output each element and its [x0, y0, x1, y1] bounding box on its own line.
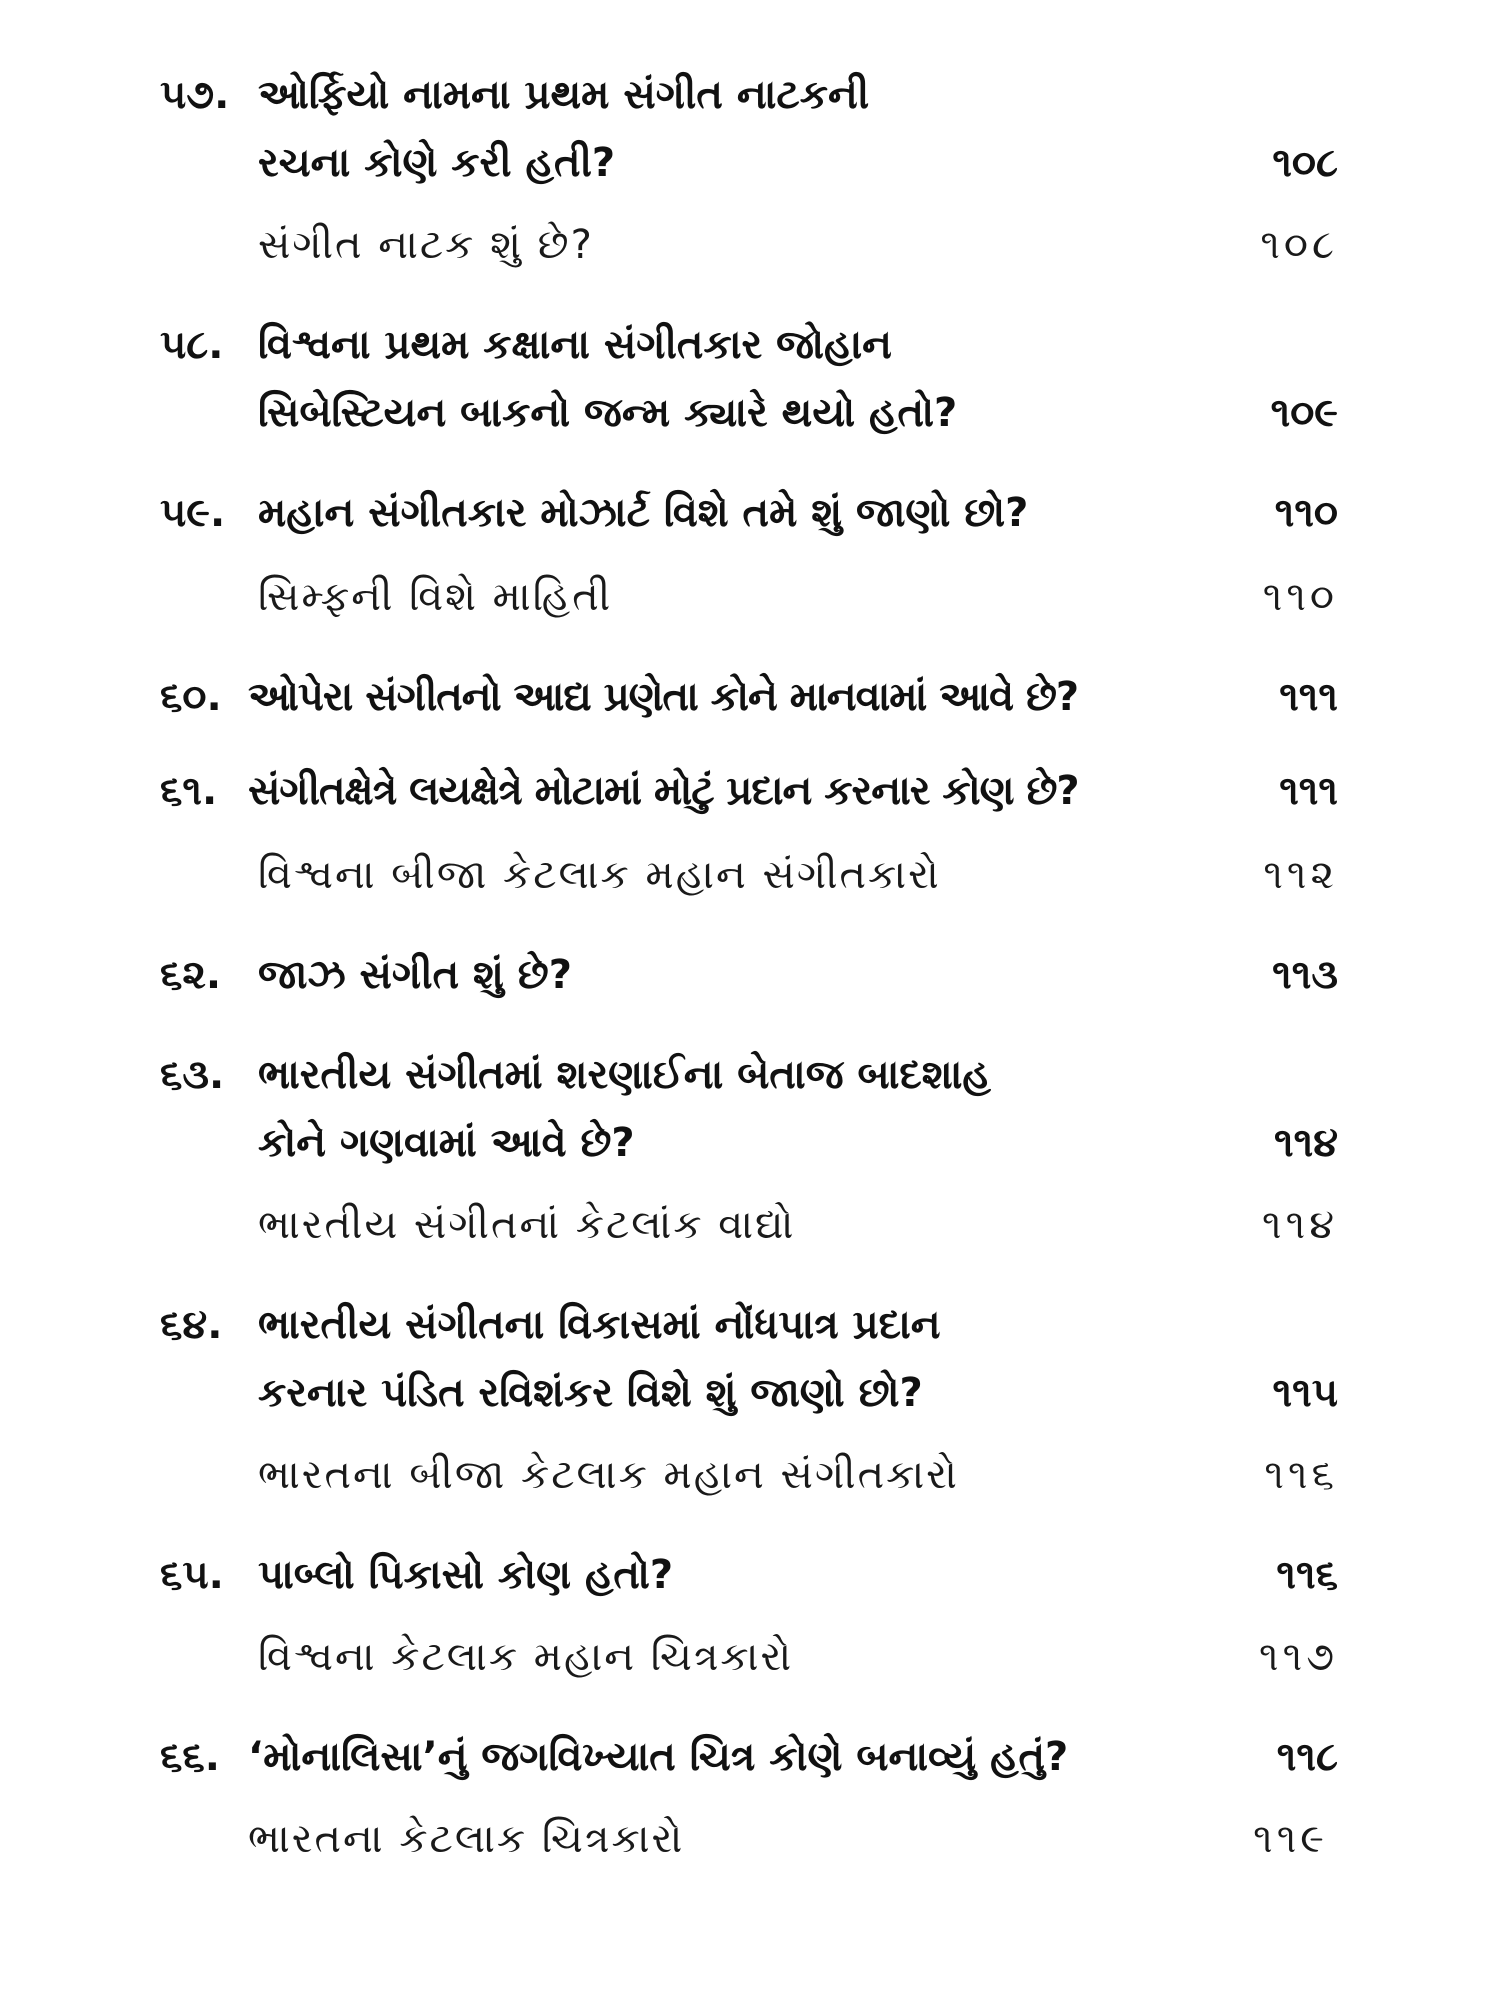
- toc-entry-64-line-1: [0, 1290, 1500, 1360]
- subtopic-text: સિમ્ફની વિશે માહિતી: [258, 574, 613, 620]
- toc-entry-63-line-2: [0, 1108, 1500, 1178]
- toc-subtopic-64-1: [0, 1440, 1500, 1510]
- page-number: ૧૧૫: [1272, 1370, 1338, 1416]
- page-number: ૧૦૮: [1260, 222, 1338, 268]
- toc-subtopic-57-1: [0, 210, 1500, 280]
- entry-number: ૬૬.: [160, 1734, 220, 1780]
- page-number: ૧૧૭: [1259, 1634, 1338, 1680]
- subtopic-text: વિશ્વના કેટલાક મહાન ચિત્રકારો: [258, 1634, 794, 1680]
- toc-subtopic-61-1: [0, 840, 1500, 910]
- toc-entry-64-line-2: [0, 1358, 1500, 1428]
- page-number: ૧૧૨: [1263, 852, 1338, 898]
- entry-number: ૫૮.: [160, 322, 224, 368]
- page-number: ૧૧૦: [1274, 490, 1338, 536]
- page-number: ૧૧૧: [1279, 768, 1338, 814]
- entry-number: ૬૧.: [160, 768, 218, 814]
- question-text: ઓપેરા સંગીતનો આદ્ય પ્રણેતા કોને માનવામાં આવે છે?: [248, 674, 1079, 720]
- question-text: પાબ્લો પિકાસો કોણ હતો?: [258, 1552, 674, 1598]
- page-number: ૧૧૩: [1272, 952, 1338, 998]
- toc-entry-57-line-1: [0, 60, 1500, 130]
- entry-number: ૬૨.: [160, 952, 222, 998]
- page-number: ૧૧૮: [1276, 1734, 1338, 1780]
- question-text: સંગીતક્ષેત્રે લયક્ષેત્રે મોટામાં મોટું પ્રદાન કરનાર કોણ છે?: [248, 768, 1079, 814]
- toc-entry-66: [0, 1722, 1500, 1792]
- page-number: ૧૧૯: [1253, 1816, 1328, 1862]
- subtopic-text: ભારતીય સંગીતનાં કેટલાંક વાદ્યો: [258, 1202, 796, 1248]
- question-text: સિબેસ્ટિયન બાકનો જન્મ ક્યારે થયો હતો?: [258, 390, 958, 436]
- toc-entry-58-line-1: [0, 310, 1500, 380]
- question-text: કોને ગણવામાં આવે છે?: [258, 1120, 635, 1166]
- toc-entry-60: [0, 662, 1500, 732]
- question-text: ભારતીય સંગીતના વિકાસમાં નોંધપાત્ર પ્રદાન: [258, 1302, 941, 1348]
- toc-entry-63-line-1: [0, 1040, 1500, 1110]
- entry-number: ૬૪.: [160, 1302, 223, 1348]
- page-number: ૧૧૪: [1274, 1120, 1338, 1166]
- question-text: જાઝ સંગીત શું છે?: [258, 952, 572, 998]
- toc-entry-58-line-2: [0, 378, 1500, 448]
- page-number: ૧૧૬: [1264, 1452, 1338, 1498]
- entry-number: ૬૫.: [160, 1552, 224, 1598]
- question-text: વિશ્વના પ્રથમ કક્ષાના સંગીતકાર જોહાન: [258, 322, 892, 368]
- question-text: કરનાર પંડિત રવિશંકર વિશે શું જાણો છો?: [258, 1370, 923, 1416]
- toc-entry-62: [0, 940, 1500, 1010]
- question-text: ઓર્ફિયો નામના પ્રથમ સંગીત નાટકની: [258, 72, 870, 118]
- toc-entry-65: [0, 1540, 1500, 1610]
- page-number: ૧૧૪: [1262, 1202, 1338, 1248]
- subtopic-text: વિશ્વના બીજા કેટલાક મહાન સંગીતકારો: [258, 852, 941, 898]
- toc-entry-59-line-1: [0, 478, 1500, 548]
- toc-subtopic-59-1: [0, 562, 1500, 632]
- toc-subtopic-65-1: [0, 1622, 1500, 1692]
- question-text: રચના કોણે કરી હતી?: [258, 140, 616, 186]
- toc-subtopic-66-1: [0, 1804, 1500, 1874]
- subtopic-text: ભારતના બીજા કેટલાક મહાન સંગીતકારો: [258, 1452, 959, 1498]
- page-number: ૧૧૧: [1279, 674, 1338, 720]
- page-number: ૧૦૯: [1270, 390, 1338, 436]
- entry-number: ૫૭.: [160, 72, 230, 118]
- entry-number: ૬૩.: [160, 1052, 225, 1098]
- page-number: ૧૦૮: [1272, 140, 1338, 186]
- page-number: ૧૧૬: [1276, 1552, 1338, 1598]
- question-text: ‘મોનાલિસા’નું જગવિખ્યાત ચિત્ર કોણે બનાવ્યું હતું?: [248, 1734, 1069, 1780]
- entry-number: ૫૯.: [160, 490, 226, 536]
- question-text: ભારતીય સંગીતમાં શરણાઈના બેતાજ બાદશાહ: [258, 1052, 991, 1098]
- subtopic-text: ભારતના કેટલાક ચિત્રકારો: [248, 1816, 685, 1862]
- entry-number: ૬૦.: [160, 674, 222, 720]
- toc-subtopic-63-1: [0, 1190, 1500, 1260]
- toc-entry-61: [0, 756, 1500, 826]
- toc-entry-57-line-2: [0, 128, 1500, 198]
- question-text: મહાન સંગીતકાર મોઝાર્ટ વિશે તમે શું જાણો છો?: [258, 490, 1029, 536]
- subtopic-text: સંગીત નાટક શું છે?: [258, 222, 594, 268]
- page-number: ૧૧૦: [1262, 574, 1338, 620]
